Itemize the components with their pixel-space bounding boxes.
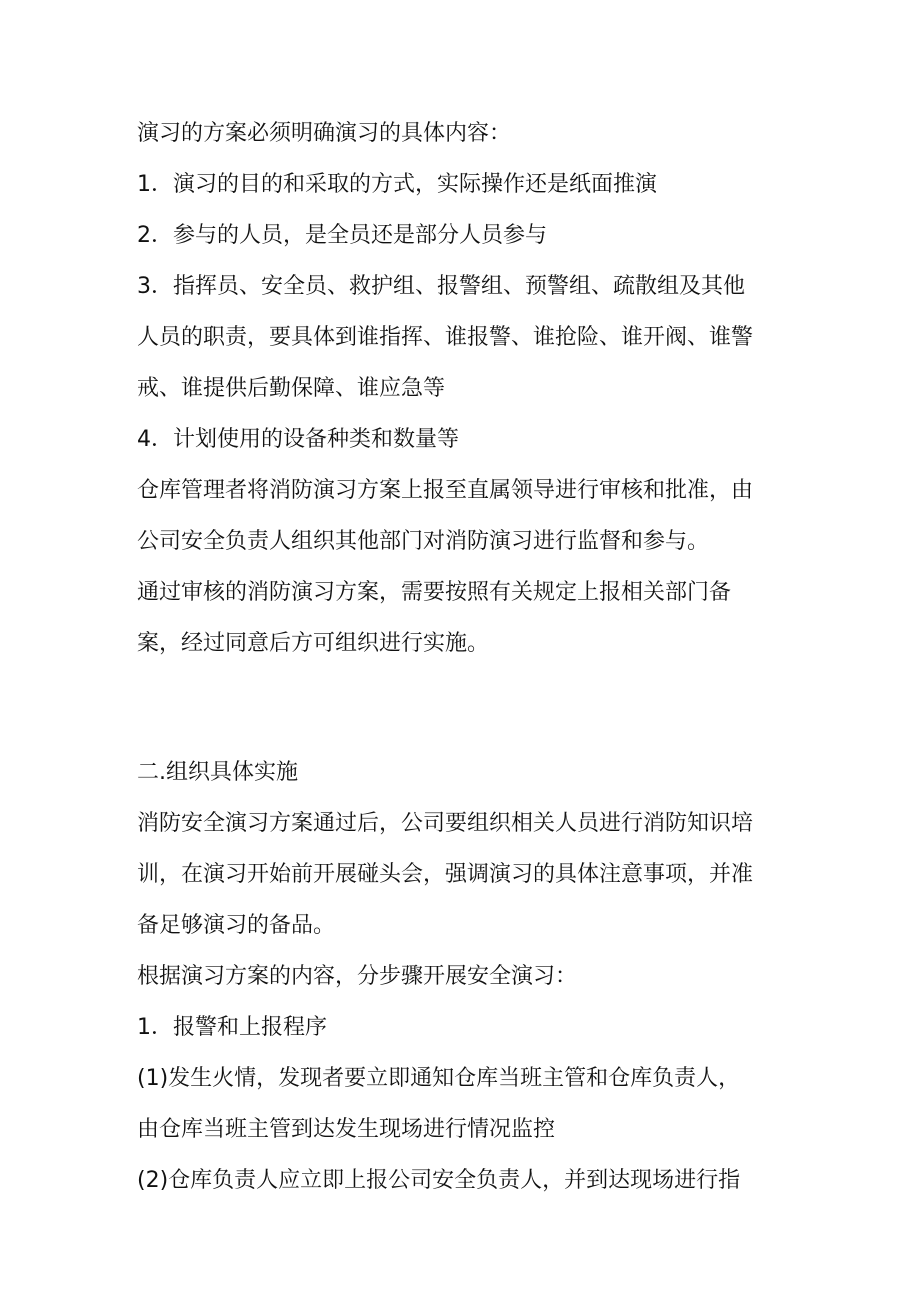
list-item-1: 1．演习的目的和采取的方式，实际操作还是纸面推演: [137, 172, 657, 197]
list-item-3-line3: 戒、谁提供后勤保障、谁应急等: [137, 376, 446, 401]
filing-paragraph-line2: 案，经过同意后方可组织进行实施。: [137, 631, 490, 656]
list-item-4: 4．计划使用的设备种类和数量等: [137, 427, 459, 452]
approval-paragraph-line2: 公司安全负责人组织其他部门对消防演习进行监督和参与。: [137, 529, 710, 554]
training-paragraph-line1: 消防安全演习方案通过后，公司要组织相关人员进行消防知识培: [137, 811, 754, 836]
training-paragraph-line3: 备足够演习的备品。: [137, 913, 336, 938]
section2-heading: 二.组织具体实施: [137, 760, 298, 785]
filing-paragraph-line1: 通过审核的消防演习方案，需要按照有关规定上报相关部门备: [137, 580, 732, 605]
list-item-3-line2: 人员的职责，要具体到谁指挥、谁报警、谁抢险、谁开阀、谁警: [137, 325, 754, 350]
step-1-title: 1．报警和上报程序: [137, 1015, 327, 1040]
substep-2-line1: (2)仓库负责人应立即上报公司安全负责人，并到达现场进行指: [137, 1168, 741, 1193]
list-item-3-line1: 3．指挥员、安全员、救护组、报警组、预警组、疏散组及其他: [137, 274, 745, 299]
section1-intro: 演习的方案必须明确演习的具体内容：: [137, 121, 512, 146]
document-body: [137, 108, 797, 1206]
substep-1-line2: 由仓库当班主管到达发生现场进行情况监控: [137, 1117, 556, 1142]
substep-1-line1: (1)发生火情，发现者要立即通知仓库当班主管和仓库负责人，: [137, 1066, 741, 1091]
approval-paragraph-line1: 仓库管理者将消防演习方案上报至直属领导进行审核和批准，由: [137, 478, 754, 503]
list-item-2: 2．参与的人员，是全员还是部分人员参与: [137, 223, 547, 248]
training-paragraph-line2: 训，在演习开始前开展碰头会，强调演习的具体注意事项，并准: [137, 862, 754, 887]
steps-intro: 根据演习方案的内容，分步骤开展安全演习：: [137, 964, 578, 989]
section-spacer: [137, 669, 797, 747]
